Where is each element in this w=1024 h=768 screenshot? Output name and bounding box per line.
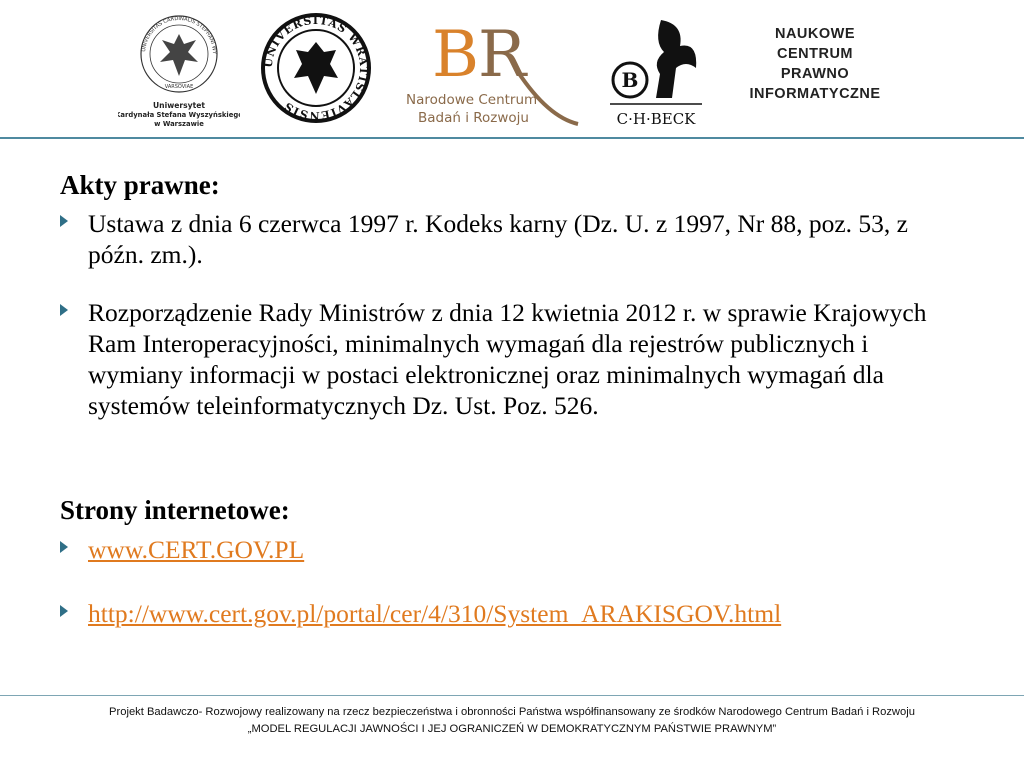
- ncpi-line-4: INFORMATYCZNE: [749, 86, 881, 102]
- cert-website-link[interactable]: www.CERT.GOV.PL: [88, 535, 305, 564]
- uksw-city: VARSOVIAE: [164, 84, 194, 90]
- uwr-ring-text: UNIVERSITAS WRATISLAVIENSIS: [261, 13, 371, 123]
- beck-badge-letter: B: [621, 68, 639, 92]
- bullet-arrow-icon: [60, 215, 68, 227]
- ncpi-logo: [730, 24, 900, 120]
- uksw-ring-text: UNIVERSITAS CARDINALIS STEPHANI WY: [141, 15, 218, 55]
- bullet-arrow-icon: [60, 304, 68, 316]
- uksw-caption-1: Uniwersytet: [153, 101, 205, 110]
- ncbr-letter-b-icon: B: [432, 18, 480, 92]
- ncpi-line-3: PRAWNO: [780, 66, 850, 82]
- bullet-arrow-icon: [60, 605, 68, 617]
- uksw-logo: [118, 10, 240, 132]
- legal-act-text: Rozporządzenie Rady Ministrów z dnia 12 kwietnia 2012 r. w sprawie Krajowych Ram Interoperacyjności, minimalnych wymagań dla rejestrów publicznych i wymiany informacji w postaci elektronicznej oraz minimalnych wymagań dla systemów teleinformatycznych Dz. Ust. Poz. 526.: [88, 298, 927, 420]
- ncpi-line-2: CENTRUM: [777, 46, 853, 62]
- eagle-icon: [160, 34, 198, 76]
- ncbr-logo: [398, 12, 588, 130]
- section-title-websites: Strony internetowe:: [60, 495, 290, 525]
- footer-line-1: Projekt Badawczo- Rozwojowy realizowany na rzecz bezpieczeństwa i obronności Państwa współfinansowany ze środków Narodowego Centrum Badań i Rozwoju: [109, 706, 915, 718]
- griffin-icon: [656, 20, 696, 98]
- section-title-legal-acts: Akty prawne:: [60, 170, 220, 200]
- footer: [0, 704, 1024, 738]
- website-item: [60, 534, 940, 565]
- footer-divider: [0, 695, 1024, 696]
- legal-act-text: Ustawa z dnia 6 czerwca 1997 r. Kodeks karny (Dz. U. z 1997, Nr 88, poz. 53, z późn. zm.).: [88, 209, 908, 269]
- ncbr-letter-r-icon: R: [478, 18, 527, 92]
- header-divider: [0, 137, 1024, 139]
- bullet-arrow-icon: [60, 541, 68, 553]
- svg-text:UNIVERSITAS CARDINALIS STEPHAN: [118, 10, 217, 55]
- legal-act-item: [60, 297, 940, 421]
- legal-act-item: [60, 208, 940, 270]
- beck-caption: C·H·BECK: [616, 110, 696, 128]
- uwr-seal-logo: [260, 12, 372, 124]
- ncbr-caption-1: Narodowe Centrum: [406, 92, 538, 108]
- arakisgov-link[interactable]: http://www.cert.gov.pl/portal/cer/4/310/System_ARAKISGOV.html: [88, 599, 782, 628]
- website-item: [60, 598, 940, 629]
- chbeck-logo: [606, 12, 706, 132]
- footer-line-2: „MODEL REGULACJI JAWNOŚCI I JEJ OGRANICZEŃ W DEMOKRATYCZNYM PAŃSTWIE PRAWNYM”: [247, 723, 777, 735]
- ncbr-caption-2: Badań i Rozwoju: [418, 110, 529, 126]
- uksw-caption-2: Kardynała Stefana Wyszyńskiego: [118, 111, 240, 119]
- ncpi-line-1: NAUKOWE: [774, 26, 856, 42]
- uksw-caption-3: w Warszawie: [154, 120, 204, 128]
